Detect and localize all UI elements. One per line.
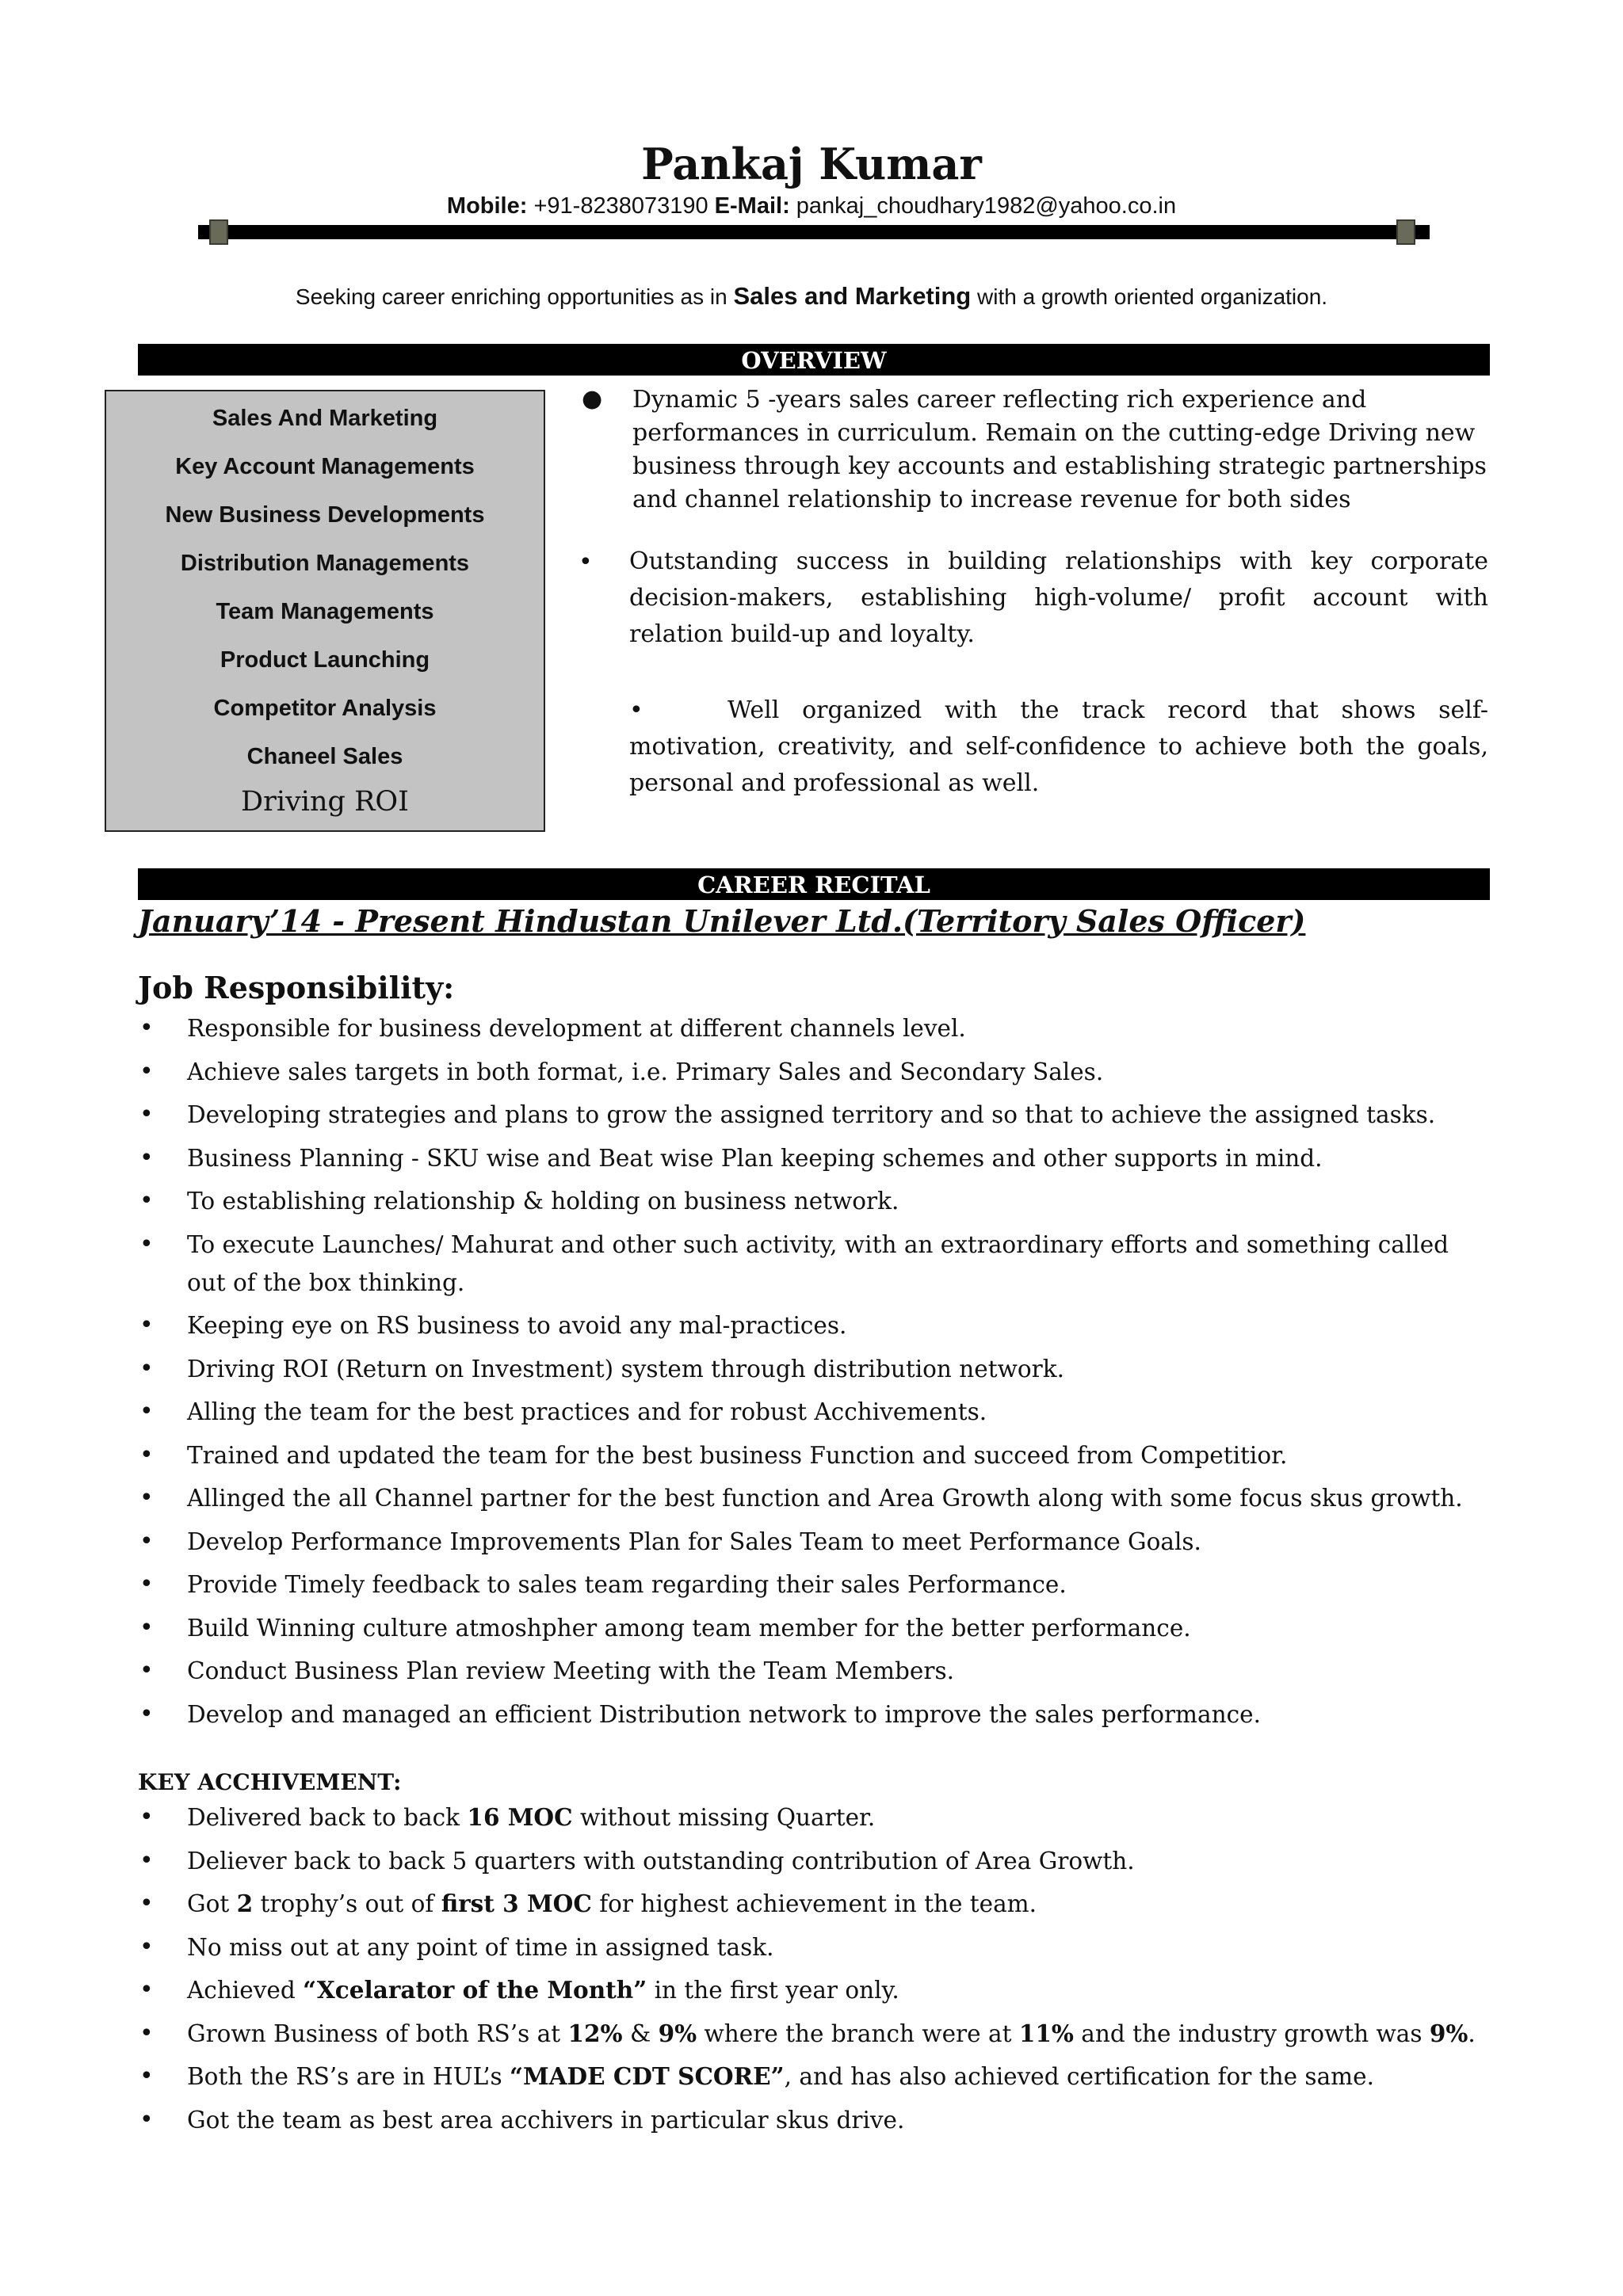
achievement-highlight: “MADE CDT SCORE”	[510, 2062, 785, 2090]
company-title: January’14 - Present Hindustan Unilever Ltd.(Territory Sales Officer)	[138, 903, 1306, 939]
bullet-icon: •	[139, 1014, 154, 1042]
achievement-highlight: 12%	[567, 2019, 623, 2047]
responsibility-item	[138, 1053, 1490, 1091]
responsibility-item	[138, 1350, 1490, 1388]
divider-cap-left	[209, 219, 228, 245]
achievement-item	[138, 1971, 1490, 2009]
skill-item: Sales And Marketing	[212, 406, 438, 431]
responsibility-item	[138, 1393, 1490, 1431]
objective-statement	[0, 279, 1623, 315]
bullet-icon: •	[139, 1699, 154, 1728]
achievement-text: trophy’s out of	[253, 1890, 441, 1917]
responsibility-text: Provide Timely feedback to sales team regarding their sales Performance.	[187, 1571, 1067, 1598]
bullet-icon: •	[139, 1613, 154, 1642]
skill-item: Competitor Analysis	[213, 696, 437, 721]
achievement-text: Grown Business of both RS’s at	[187, 2019, 568, 2047]
mobile-number: +91-8238073190	[533, 193, 708, 219]
responsibility-item	[138, 1436, 1490, 1474]
bullet-icon: •	[139, 1484, 154, 1512]
achievement-text: Both the RS’s are in HUL’s	[187, 2063, 510, 2090]
responsibility-item	[138, 1009, 1490, 1047]
responsibility-text: To execute Launches/ Mahurat and other such activity, with an extraordinary efforts and something called out of the box thinking.	[187, 1230, 1449, 1296]
bullet-icon: •	[579, 548, 593, 576]
skill-item: Distribution Managements	[180, 551, 470, 576]
bullet-icon: •	[139, 1803, 154, 1831]
achievement-text: Delivered back to back	[187, 1804, 468, 1831]
bullet-icon: •	[139, 1398, 154, 1425]
overview-point-wrapper	[629, 692, 1488, 802]
mobile-label: Mobile:	[446, 193, 528, 219]
bullet-icon: •	[139, 1311, 154, 1339]
divider-cap-right	[1396, 219, 1415, 245]
skill-item: Key Account Managements	[175, 454, 475, 479]
achievement-text: for highest achievement in the team.	[591, 1890, 1037, 1917]
bullet-icon: •	[139, 1440, 154, 1469]
bullet-icon: •	[139, 1143, 154, 1172]
objective-suffix: with a growth oriented organization.	[977, 284, 1328, 309]
achievement-item	[138, 1928, 1490, 1966]
responsibility-text: Trained and updated the team for the best business Function and succeed from Competitior.	[187, 1441, 1288, 1469]
responsibility-item	[138, 1566, 1490, 1604]
responsibility-text: Keeping eye on RS business to avoid any mal-practices.	[187, 1312, 847, 1339]
responsibility-item	[138, 1306, 1490, 1344]
responsibility-item	[138, 1182, 1490, 1220]
responsibility-text: Driving ROI (Return on Investment) system through distribution network.	[187, 1355, 1064, 1383]
achievement-item	[138, 2058, 1490, 2096]
bullet-icon: •	[139, 1932, 154, 1961]
career-heading: CAREER RECITAL	[138, 868, 1490, 900]
responsibility-item	[138, 1652, 1490, 1690]
achievement-text: where the branch were at	[697, 2019, 1019, 2047]
responsibility-item	[138, 1695, 1490, 1733]
skill-item: New Business Developments	[165, 502, 485, 528]
achievement-text: .	[1468, 2019, 1476, 2047]
achievement-highlight: 9%	[658, 2019, 697, 2047]
email-label: E-Mail:	[714, 193, 790, 219]
skill-item: Driving ROI	[241, 786, 409, 818]
achievement-text: and the industry growth was	[1073, 2019, 1430, 2047]
achievement-list	[138, 1798, 1490, 2144]
skill-item: Team Managements	[216, 599, 434, 624]
achievement-text: Got	[187, 1890, 237, 1917]
achievement-text: without missing Quarter.	[572, 1804, 876, 1831]
achievements-heading: KEY ACCHIVEMENT:	[138, 1769, 402, 1795]
achievement-highlight: 16 MOC	[467, 1803, 573, 1831]
overview-heading: OVERVIEW	[138, 344, 1490, 376]
skills-box	[105, 390, 545, 832]
bullet-icon: •	[139, 1230, 154, 1258]
achievement-item	[138, 2015, 1490, 2053]
bullet-icon: •	[139, 1570, 154, 1598]
overview-point: Outstanding success in building relationships with key corporate decision-makers, establishing high-volume/ profit account with relation build-up and loyalty.	[629, 547, 1488, 648]
responsibility-text: Developing strategies and plans to grow the assigned territory and so that to achieve the assigned tasks.	[187, 1101, 1436, 1128]
skill-item: Chaneel Sales	[246, 744, 403, 769]
responsibility-list	[138, 1009, 1490, 1738]
bullet-icon: •	[139, 1100, 154, 1128]
achievement-highlight: 11%	[1018, 2019, 1074, 2047]
responsibility-text: Conduct Business Plan review Meeting with the Team Members.	[187, 1657, 954, 1684]
achievement-text: No miss out at any point of time in assigned task.	[187, 1933, 774, 1961]
achievement-text: &	[622, 2019, 659, 2047]
bullet-icon: •	[139, 1354, 154, 1383]
responsibility-text: Responsible for business development at different channels level.	[187, 1015, 966, 1042]
achievement-text: in the first year only.	[647, 1977, 899, 2004]
responsibility-text: To establishing relationship & holding on business network.	[187, 1188, 899, 1215]
achievement-highlight: “Xcelarator of the Month”	[303, 1976, 647, 2004]
responsibility-text: Alling the team for the best practices and for robust Acchivements.	[187, 1398, 987, 1425]
bullet-icon: •	[139, 1187, 154, 1215]
objective-highlight: Sales and Marketing	[733, 282, 972, 310]
bullet-icon: •	[139, 2105, 154, 2134]
bullet-icon: •	[139, 1976, 154, 2004]
responsibility-text: Develop and managed an efficient Distribution network to improve the sales performance.	[187, 1700, 1261, 1728]
achievement-highlight: 2	[236, 1890, 254, 1917]
achievement-item	[138, 2101, 1490, 2139]
responsibility-item	[138, 1609, 1490, 1647]
responsibility-text: Develop Performance Improvements Plan for Sales Team to meet Performance Goals.	[187, 1527, 1201, 1555]
achievement-highlight: 9%	[1429, 2019, 1468, 2047]
bullet-icon: •	[139, 1846, 154, 1875]
bullet-icon: •	[139, 1527, 154, 1555]
responsibility-item	[138, 1096, 1490, 1134]
responsibility-item	[138, 1479, 1490, 1517]
bullet-icon: •	[139, 2019, 154, 2047]
responsibility-text: Business Planning - SKU wise and Beat wise Plan keeping schemes and other supports in mind.	[187, 1144, 1323, 1172]
overview-point: Well organized with the track record that shows self-motivation, creativity, and self-confidence to achieve both the goals, personal and professional as well.	[629, 696, 1488, 797]
skill-item: Product Launching	[220, 647, 430, 673]
bullet-icon: •	[139, 1890, 154, 1917]
contact-line	[0, 190, 1623, 222]
candidate-name: Pankaj Kumar	[641, 139, 982, 189]
achievement-item	[138, 1885, 1490, 1923]
achievement-text: , and has also achieved certification for the same.	[784, 2063, 1374, 2090]
achievement-item	[138, 1842, 1490, 1880]
achievement-text: Got the team as best area acchivers in particular skus drive.	[187, 2106, 905, 2134]
achievement-highlight: first 3 MOC	[441, 1890, 592, 1917]
bullet-icon: •	[139, 1657, 154, 1684]
achievement-text: Achieved	[187, 1977, 304, 2004]
email-address: pankaj_choudhary1982@yahoo.co.in	[796, 193, 1177, 219]
bullet-icon: •	[629, 696, 643, 724]
responsibility-item	[138, 1139, 1490, 1177]
overview-point: Dynamic 5 -years sales career reflecting rich experience and performances in curriculum. Remain on the cutting-edge Driving new business through key accounts and establishing strategic partnerships and channel relationship to increase revenue for both sides	[632, 386, 1487, 513]
achievement-item	[138, 1798, 1490, 1836]
responsibility-text: Allinged the all Channel partner for the best function and Area Growth along with some focus skus growth.	[187, 1485, 1463, 1512]
bullet-icon: •	[139, 2062, 154, 2090]
job-responsibility-heading: Job Responsibility:	[138, 970, 455, 1005]
bullet-icon: •	[139, 1057, 154, 1085]
responsibility-item	[138, 1226, 1490, 1302]
objective-prefix: Seeking career enriching opportunities as in	[295, 284, 727, 309]
achievement-text: Deliever back to back 5 quarters with outstanding contribution of Area Growth.	[187, 1847, 1135, 1875]
bullet-icon: ●	[582, 385, 603, 413]
header-divider	[198, 225, 1430, 239]
responsibility-item	[138, 1523, 1490, 1561]
responsibility-text: Achieve sales targets in both format, i.e. Primary Sales and Secondary Sales.	[187, 1058, 1104, 1085]
responsibility-text: Build Winning culture atmoshpher among team member for the better performance.	[187, 1614, 1191, 1642]
